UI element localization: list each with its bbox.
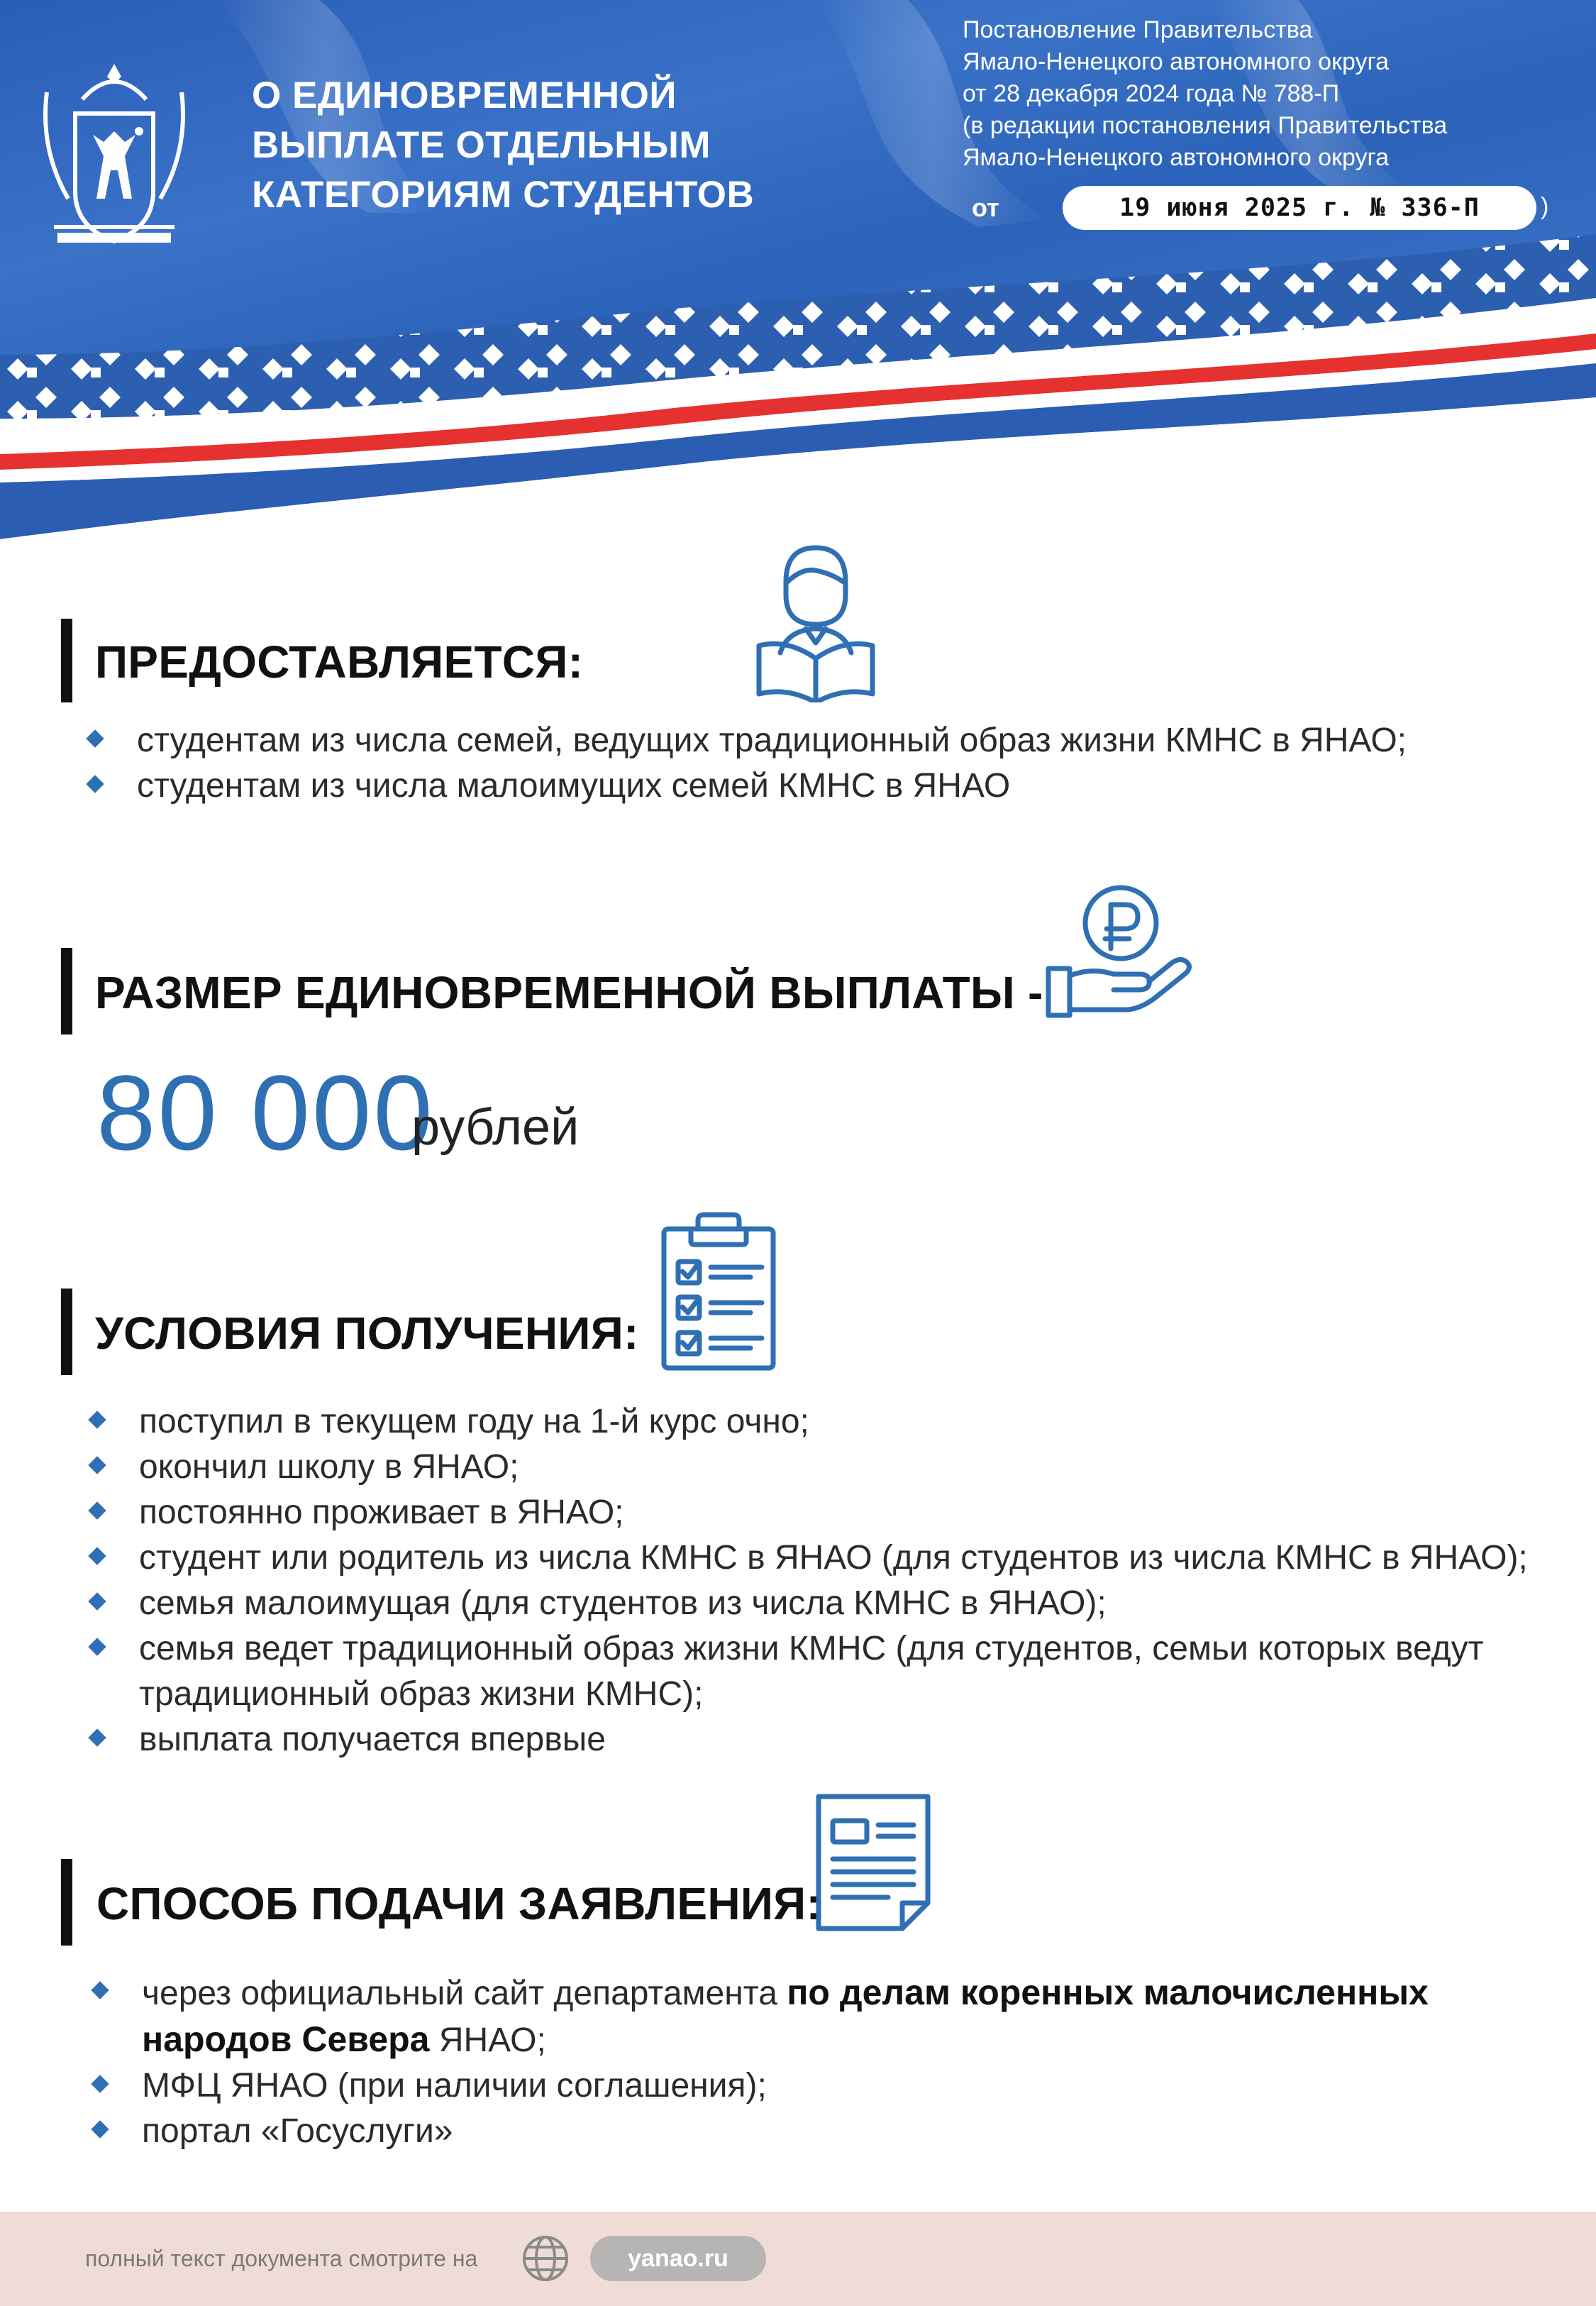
- conditions-list: [91, 1399, 1528, 1762]
- section-title-provided: ПРЕДОСТАВЛЯЕТСЯ:: [95, 636, 584, 688]
- list-item: поступил в текущем году на 1-й курс очно;: [91, 1399, 1528, 1445]
- list-item: выплата получается впервые: [91, 1717, 1528, 1762]
- list-item: студентам из числа семей, ведущих традиционный образ жизни КМНС в ЯНАО;: [89, 718, 1407, 763]
- list-item-continuation: народов Севера ЯНАО;: [142, 2019, 546, 2059]
- section-title-conditions: УСЛОВИЯ ПОЛУЧЕНИЯ:: [95, 1308, 639, 1359]
- provided-list: [89, 718, 1407, 809]
- header-banner: [0, 0, 1596, 539]
- section-marker: [61, 948, 72, 1035]
- payment-amount: 80 000: [96, 1053, 435, 1172]
- decree-line: (в редакции постановления Правительства: [963, 112, 1448, 139]
- bullet-diamond-icon: [88, 1411, 106, 1428]
- bullet-diamond-icon: [86, 729, 104, 747]
- title-line: ВЫПЛАТЕ ОТДЕЛЬНЫМ: [252, 124, 711, 166]
- decree-close-paren: ): [1541, 193, 1549, 220]
- list-item: семья малоимущая (для студентов из числа КМНС в ЯНАО);: [91, 1581, 1528, 1626]
- list-item: студентам из числа малоимущих семей КМНС в ЯНАО: [89, 763, 1407, 809]
- decree-reference: [963, 14, 1573, 174]
- footer-text: полный текст документа смотрите на: [85, 2246, 478, 2271]
- ruble-coin-hand-icon: [1043, 883, 1199, 1025]
- globe-icon: [521, 2234, 570, 2283]
- decree-line: Постановление Правительства: [963, 16, 1313, 43]
- bullet-diamond-icon: [88, 1547, 106, 1565]
- checklist-clipboard-icon: [658, 1212, 779, 1372]
- bullet-diamond-icon: [91, 1981, 109, 1999]
- list-item: семья ведет традиционный образ жизни КМНС (для студентов, семьи которых ведут: [91, 1626, 1528, 1672]
- list-item: МФЦ ЯНАО (при наличии соглашения);: [94, 2063, 1429, 2109]
- student-reading-icon: [752, 539, 880, 702]
- title-line: КАТЕГОРИЯМ СТУДЕНТОВ: [252, 174, 755, 216]
- bullet-diamond-icon: [88, 1592, 106, 1610]
- decree-line: Ямало-Ненецкого автономного округа: [963, 48, 1390, 75]
- list-item: портал «Госуслуги»: [94, 2109, 1429, 2154]
- page-title: [252, 71, 805, 220]
- bullet-diamond-icon: [86, 775, 104, 793]
- payment-unit: рублей: [411, 1099, 580, 1156]
- decree-line: Ямало-Ненецкого автономного округа: [963, 144, 1390, 171]
- apply-list: [94, 1970, 1429, 2154]
- section-marker: [61, 1289, 72, 1375]
- bullet-diamond-icon: [88, 1456, 106, 1474]
- section-marker: [61, 619, 72, 702]
- document-form-icon: [814, 1792, 932, 1933]
- section-title-apply: СПОСОБ ПОДАЧИ ЗАЯВЛЕНИЯ:: [96, 1878, 822, 1929]
- section-marker: [61, 1859, 72, 1946]
- list-item-continuation: традиционный образ жизни КМНС);: [139, 1675, 704, 1713]
- bullet-diamond-icon: [88, 1638, 106, 1655]
- list-item: постоянно проживает в ЯНАО;: [91, 1490, 1528, 1535]
- decree-line: от 28 декабря 2024 года № 788-П: [963, 80, 1340, 107]
- bullet-diamond-icon: [88, 1728, 106, 1746]
- bullet-diamond-icon: [91, 2075, 109, 2092]
- yamal-coat-of-arms-icon: [33, 50, 196, 255]
- bullet-diamond-icon: [88, 1501, 106, 1519]
- bullet-diamond-icon: [91, 2120, 109, 2138]
- section-title-amount: РАЗМЕР ЕДИНОВРЕМЕННОЙ ВЫПЛАТЫ -: [95, 967, 1043, 1018]
- decree-date-row: [972, 186, 1582, 228]
- site-link[interactable]: yanao.ru: [590, 2236, 766, 2281]
- title-line: О ЕДИНОВРЕМЕННОЙ: [252, 75, 677, 116]
- list-item: через официальный сайт департамента по делам коренных малочисленных: [94, 1970, 1429, 2017]
- decree-date-badge: 19 июня 2025 г. № 336-П: [1063, 186, 1536, 230]
- list-item: студент или родитель из числа КМНС в ЯНАО (для студентов из числа КМНС в ЯНАО);: [91, 1535, 1528, 1581]
- decree-from-label: от: [972, 193, 999, 222]
- list-item: окончил школу в ЯНАО;: [91, 1445, 1528, 1490]
- footer: [0, 2212, 1596, 2306]
